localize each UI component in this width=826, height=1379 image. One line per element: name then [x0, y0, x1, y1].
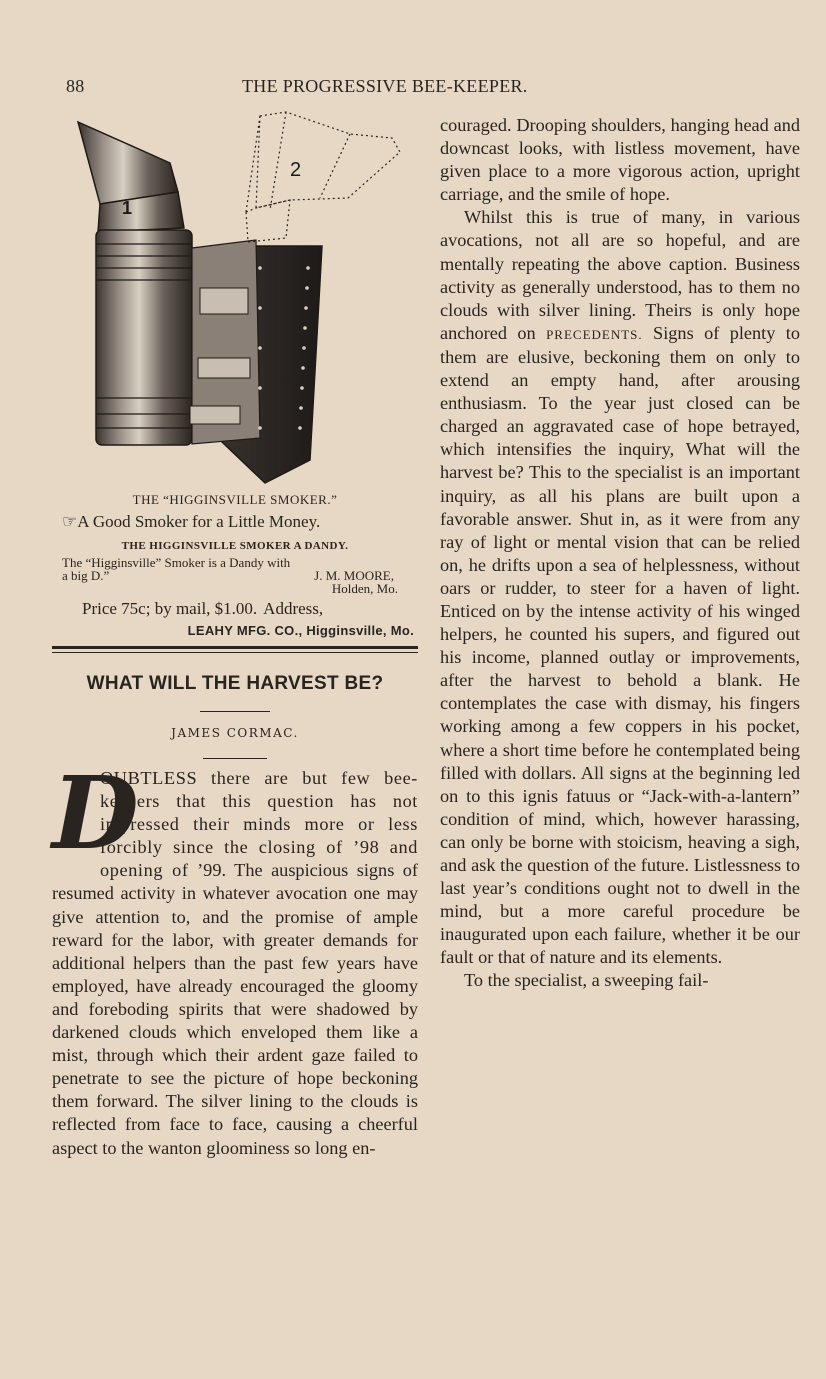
page-number: 88 — [66, 76, 85, 96]
precedents-smallcaps: PRECEDENTS. — [546, 326, 643, 342]
label-2: 2 — [290, 159, 302, 181]
ad-quote-line1: The “Higginsville” Smoker is a Dandy with — [62, 555, 291, 570]
right-column — [440, 114, 800, 993]
smoker-illustration — [60, 108, 410, 488]
ad-quote-signature: J. M. MOORE, — [314, 568, 394, 583]
ad-quote-location: Holden, Mo. — [331, 581, 398, 596]
ad-price-line — [82, 599, 418, 619]
label-1: 1 — [122, 198, 133, 218]
lead-text-rest: ’99. The auspicious signs of resumed activity in whatever avocation one may give attention to, and the promise of ample reward for the labor, with greater demands for additional helpers than the past few years have employed, have already encouraged the gloomy and foreboding spirits that were shadowed by darkened clouds which enveloped them like a mist, through which their ardent gaze failed to penetrate to see the picture of hope beckoning them forward. The silver lining to the clouds is reflected from face to face, causing a cheerful aspect to the wanton gloominess so long en- — [52, 860, 419, 1158]
right-paragraph-2 — [440, 206, 800, 969]
ad-quote-line2: a big D.” — [62, 568, 110, 583]
title-rule — [200, 711, 270, 712]
section-divider — [52, 646, 418, 653]
ad-price: Price 75c; by mail, $1.00. — [82, 599, 258, 618]
ad-subhead: THE HIGGINSVILLE SMOKER A DANDY. — [121, 540, 349, 552]
ad-maker: LEAHY MFG. CO., Higginsville, Mo. — [187, 623, 414, 638]
smoker-advertisement — [52, 492, 418, 653]
ad-caption: THE “HIGGINSVILLE SMOKER.” — [132, 492, 338, 507]
article-title: WHAT WILL THE HARVEST BE? — [86, 673, 384, 694]
right-paragraph-2b: Signs of plenty to them are elusive, beckoning them on only to extend an empty hand, after arousing enthusiasm. To the year just closed can be charged an aggravated case of hope betrayed, which intensifies the inquiry, What will the harvest be? This to the specialist is an important inquiry, as all his plans are built upon a favorable answer. Shut in, as it were from any ray of light or mental vision that can be relied on, he drifts upon a sea of helplessness, without oars or rudder, to steer for a haven of light. Enticed on by the intense activity of his winged helpers, he counted his supers, and figured out his income, planned outlay or improvements, after the harvest to behold a blank. He contemplates the case with dismay, his fingers working among a few coppers in his pocket, where a short time before he contemplated being filled with dollars. All signs at the beginning led on to this ignis fatuus or “Jack-with-a-lantern” condition of mind, which, however harassing, can only be borne with stoicism, heaving a sigh, and ask the question of the future. Listlessness to last year’s conditions ought not to dwell in the mind, but a more careful procedure be inaugurated upon each failure, whether it be our fault or that of nature and its elements. — [440, 322, 800, 968]
right-paragraph-3: To the specialist, a sweeping fail- — [464, 970, 709, 991]
left-column — [52, 108, 418, 1160]
right-paragraph-2a: Whilst this is true of many, in various avocations, not all are so hopeful, and are mentally repeating the above caption. Business activity as generally understood, has to them no clouds with silver lining. Theirs is only hope anchored on — [440, 207, 800, 343]
author-rule — [203, 758, 267, 759]
article-lead-paragraph — [52, 754, 419, 1160]
ad-address-label: Address, — [263, 599, 324, 618]
running-header — [66, 76, 801, 100]
ad-testimonial — [62, 556, 418, 595]
drop-cap: D — [52, 754, 139, 872]
article-author: JAMES CORMAC. — [171, 726, 299, 740]
journal-title: THE PROGRESSIVE BEE-KEEPER. — [242, 76, 528, 96]
ad-tagline: ☞A Good Smoker for a Little Money. — [62, 512, 321, 531]
right-paragraph-1: couraged. Drooping shoulders, hanging head and downcast looks, with listless movement, have given place to a more vigorous action, upright carriage, and the smile of hope. — [440, 115, 800, 205]
lead-text-first: OUBTLESS there are but few bee-keepers that this question has not impressed their minds more or less forcibly since the closing of ’98 and opening of — [100, 768, 418, 881]
